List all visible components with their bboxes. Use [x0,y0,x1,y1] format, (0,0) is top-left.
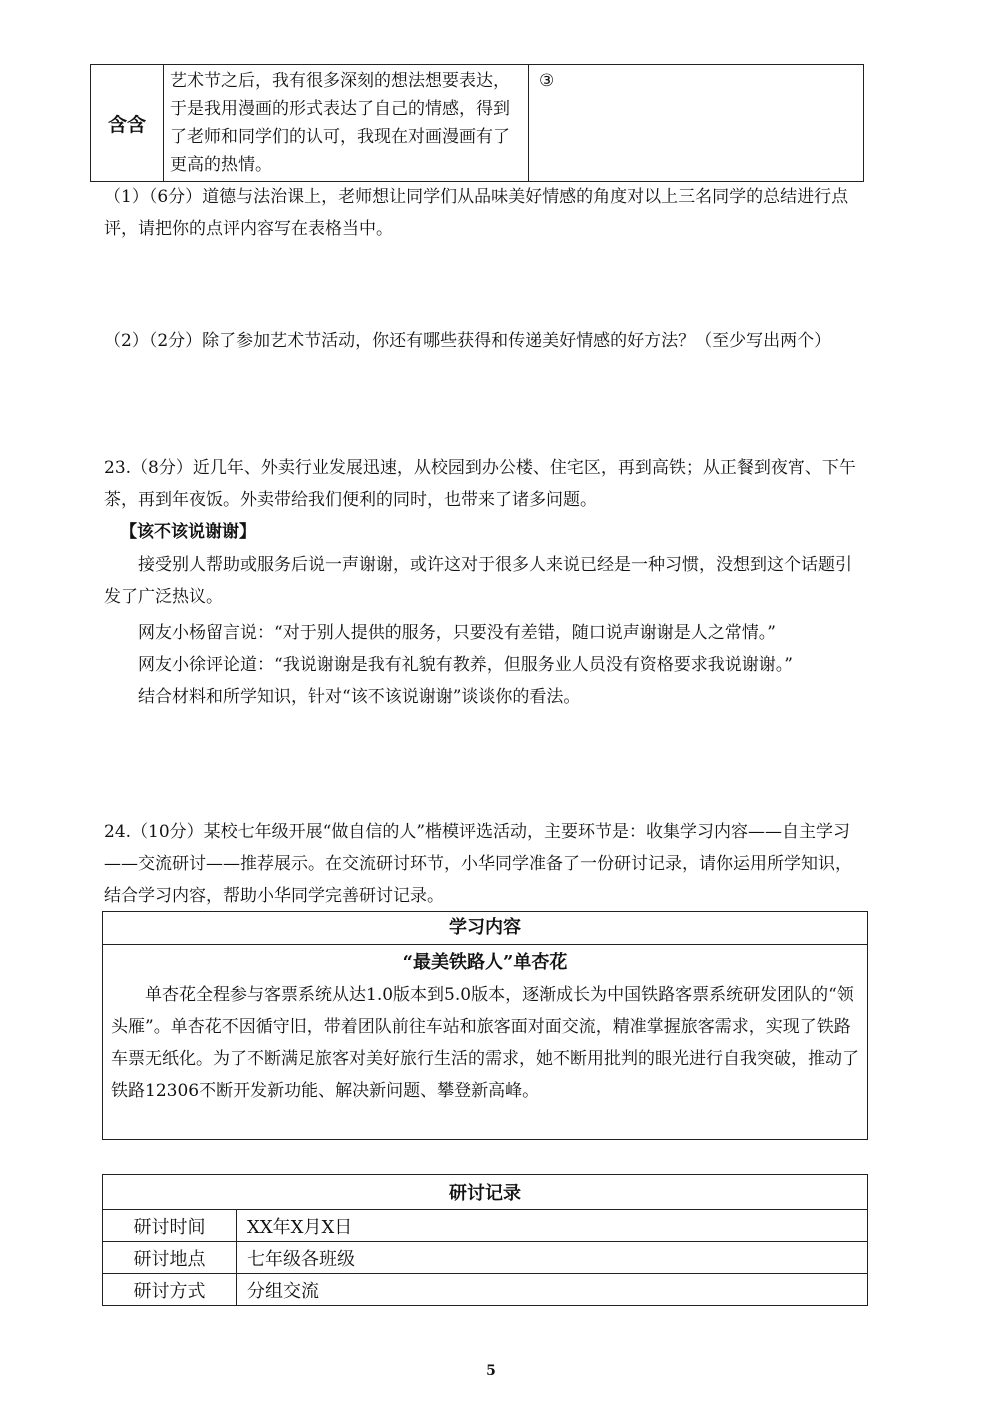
comment-answer-cell[interactable]: ③ [529,65,864,182]
q23-material-para2: 网友小杨留言说：“对于别人提供的服务，只要没有差错，随口说声谢谢是人之常情。” [138,623,776,643]
study-content-box [102,911,868,1140]
q23-material-para3: 网友小徐评论道：“我说谢谢是我有礼貌有教养，但服务业人员没有资格要求我说谢谢。” [138,655,793,675]
q23-stem: 23.（8分）近几年、外卖行业发展迅速，从校园到办公楼、住宅区，再到高铁；从正餐到夜宵、下午茶，再到年夜饭。外卖带给我们便利的同时，也带来了诸多问题。 [104,458,856,510]
record-row [103,1274,868,1306]
q22-part1: （1）（6分）道德与法治课上，老师想让同学们从品味美好情感的角度对以上三名同学的总结进行点评，请把你的点评内容写在表格当中。 [104,187,849,239]
student-summary-cell: 艺术节之后，我有很多深刻的想法想要表达，于是我用漫画的形式表达了自己的情感，得到了老师和同学们的认可，我现在对画漫画有了更高的热情。 [164,65,529,182]
study-content-title: “最美铁路人”单杏花 [402,952,568,973]
q22-part2: （2）（2分）除了参加艺术节活动，你还有哪些获得和传递美好情感的好方法？（至少写出两个） [104,331,832,351]
study-content-header: 学习内容 [103,912,867,945]
q24-stem: 24.（10分）某校七年级开展“做自信的人”楷模评选活动，主要环节是：收集学习内容——自主学习——交流研讨——推荐展示。在交流研讨环节，小华同学准备了一份研讨记录，请你运用所学知识，结合学习内容，帮助小华同学完善研讨记录。 [104,822,852,906]
record-row [103,1210,868,1242]
record-value: XX年X月X日 [237,1210,868,1242]
record-label: 研讨地点 [103,1242,237,1274]
student-name-cell: 含含 [91,65,164,182]
record-header: 研讨记录 [103,1175,868,1210]
q23-task: 结合材料和所学知识，针对“该不该说谢谢”谈谈你的看法。 [138,687,581,707]
discussion-record-table [102,1174,868,1306]
q23-material-para1: 接受别人帮助或服务后说一声谢谢，或许这对于很多人来说已经是一种习惯，没想到这个话题引发了广泛热议。 [104,555,852,607]
record-value: 七年级各班级 [237,1242,868,1274]
record-label: 研讨方式 [103,1274,237,1306]
page-number: 5 [486,1363,496,1379]
q23-heading: 【该不该说谢谢】 [120,522,256,542]
student-summary-table [90,64,864,182]
study-content-body: 单杏花全程参与客票系统从达1.0版本到5.0版本，逐渐成长为中国铁路客票系统研发团队的“领头雁”。单杏花不因循守旧，带着团队前往车站和旅客面对面交流，精准掌握旅客需求，实现了铁路车票无纸化。为了不断满足旅客对美好旅行生活的需求，她不断用批判的眼光进行自我突破，推动了铁路12306不断开发新功能、解决新问题、攀登新高峰。 [111,985,859,1101]
record-label: 研讨时间 [103,1210,237,1242]
record-value: 分组交流 [237,1274,868,1306]
record-row [103,1242,868,1274]
